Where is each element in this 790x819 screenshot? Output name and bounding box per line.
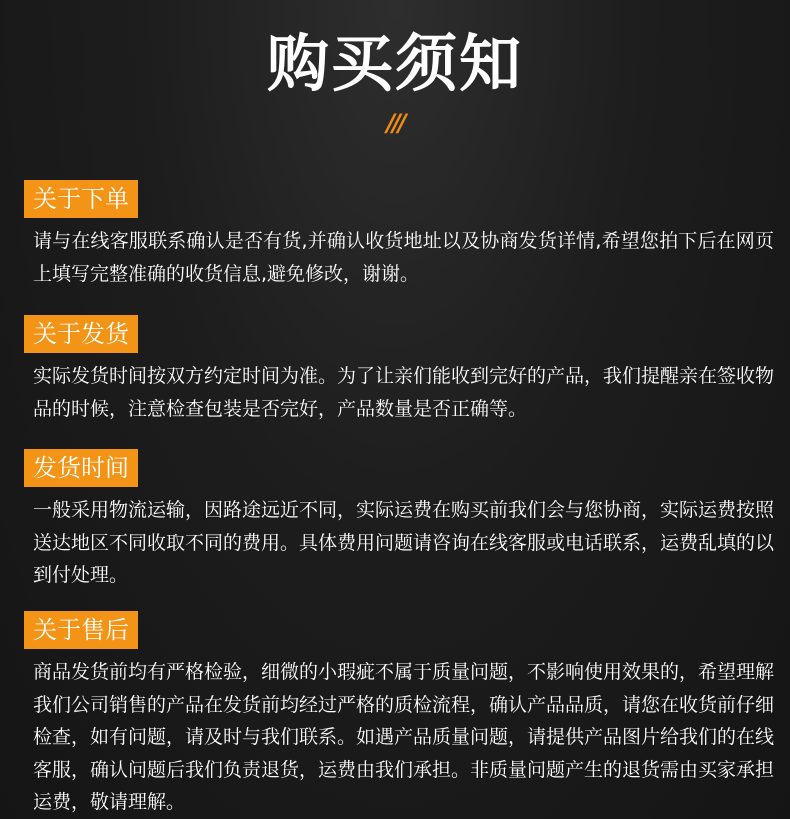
section-label-order: 关于下单 bbox=[24, 180, 138, 218]
section-label-delivery-time: 发货时间 bbox=[24, 449, 138, 487]
section-after-sales bbox=[24, 611, 774, 819]
section-body-after-sales: 商品发货前均有严格检验，细微的小瑕疵不属于质量问题，不影响使用效果的，希望理解我们公司销售的产品在发货前均经过严格的质检流程，确认产品品质，请您在收货前仔细检查，如有问题，请及时与我们联系。如遇产品质量问题，请提供产品图片给我们的在线客服，确认问题后我们负责退货，运费由我们承担。非质量问题产生的退货需由买家承担运费，敬请理解。 bbox=[33, 661, 775, 813]
section-label-after-sales: 关于售后 bbox=[24, 611, 138, 649]
title-slash-decoration: /// bbox=[386, 109, 404, 137]
section-delivery-time bbox=[24, 449, 774, 592]
section-label-shipping: 关于发货 bbox=[24, 315, 138, 353]
section-body-shipping: 实际发货时间按双方约定时间为准。为了让亲们能收到完好的产品，我们提醒亲在签收物品的时候，注意检查包装是否完好，产品数量是否正确等。 bbox=[33, 365, 775, 420]
section-order bbox=[24, 180, 774, 290]
page-title: 购买须知 bbox=[266, 27, 523, 100]
section-shipping bbox=[24, 315, 774, 425]
section-body-order: 请与在线客服联系确认是否有货,并确认收货地址以及协商发货详情,希望您拍下后在网页上填写完整准确的收货信息,避免修改，谢谢。 bbox=[33, 230, 774, 285]
section-body-delivery-time: 一般采用物流运输，因路途远近不同，实际运费在购买前我们会与您协商，实际运费按照送达地区不同收取不同的费用。具体费用问题请咨询在线客服或电话联系，运费乱填的以到付处理。 bbox=[33, 499, 775, 586]
